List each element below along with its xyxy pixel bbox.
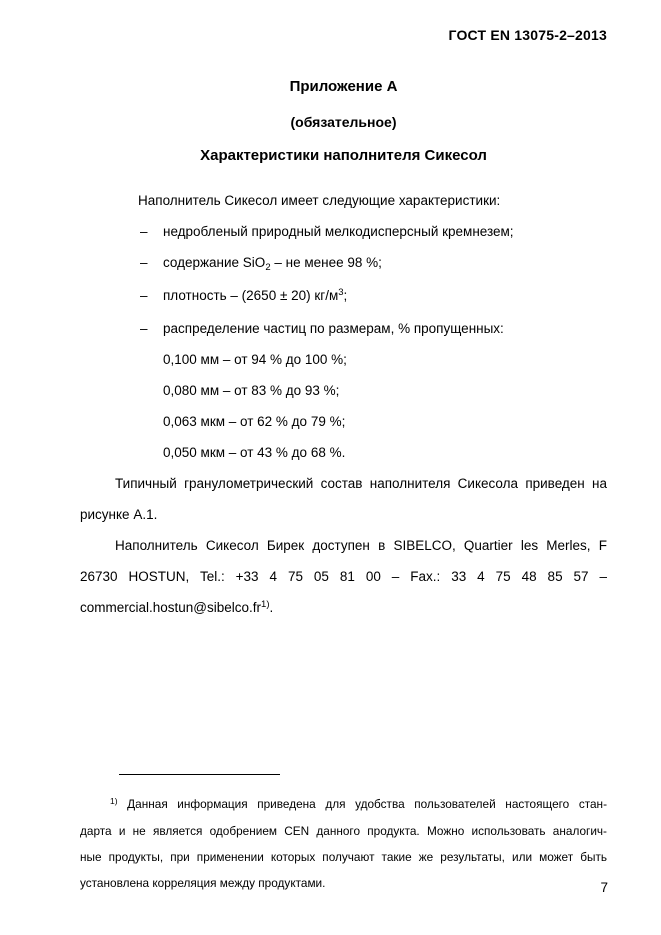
footnote-line: дарта и не является одобрением CEN данного продукта. Можно использовать аналогич- [80,824,607,838]
list-item-text: ; [343,288,348,303]
footnote-line: установлена корреляция между продуктами. [80,876,326,890]
size-distribution-item: 0,080 мм – от 83 % до 93 %; [163,383,340,398]
size-distribution-item: 0,050 мкм – от 43 % до 68 %. [163,445,346,460]
list-item-text: недробленый природный мелкодисперсный кремнезем; [163,224,514,239]
list-dash: – [140,321,148,336]
size-distribution-item: 0,100 мм – от 94 % до 100 %; [163,352,347,367]
list-item [80,216,607,247]
footnote-line: ные продукты, при применении которых получают такие же результаты, или может быть [80,850,607,864]
footnote [80,791,607,896]
list-item-text: плотность – (2650 ± 20) кг/м [163,288,339,303]
list-dash: – [140,255,148,270]
footnote-marker: 1) [110,796,118,806]
footnote-reference: 1) [261,599,270,610]
footnote-rule [119,774,280,775]
paragraph-line [80,592,607,625]
list-dash: – [140,224,148,239]
paragraph-line: 26730 HOSTUN, Tel.: +33 4 75 05 81 00 – Fax.: 33 4 75 48 85 57 – [80,569,607,584]
superscript: 3 [338,287,344,298]
contact-email: commercial.hostun@sibelco.fr [80,600,262,615]
appendix-title: Приложение А [289,78,398,95]
list-item [80,313,607,344]
list-item [80,280,607,313]
appendix-type: (обязательное) [290,114,397,130]
footnote-text: Данная информация приведена для удобства пользователей настоящего стан- [127,797,608,811]
size-distribution-item: 0,063 мкм – от 62 % до 79 %; [163,414,346,429]
list-item [80,247,607,280]
section-heading: Характеристики наполнителя Сикесол [200,147,487,164]
document-header: ГОСТ EN 13075-2–2013 [448,27,607,43]
body-text [80,185,607,625]
list-item-text: – не менее 98 %; [270,255,382,270]
footnote-line [80,791,607,818]
paragraph-line: рисунке А.1. [80,507,158,522]
list-item-text: содержание SiO [163,255,266,270]
paragraph-text: . [269,600,274,615]
subscript: 2 [265,262,271,273]
list-dash: – [140,288,148,303]
paragraph-line: Наполнитель Сикесол Бирек доступен в SIBELCO, Quartier les Merles, F [115,538,607,553]
page-number: 7 [600,880,608,895]
intro-paragraph: Наполнитель Сикесол имеет следующие характеристики: [138,193,501,208]
list-item-text: распределение частиц по размерам, % пропущенных: [163,321,504,336]
paragraph-line: Типичный гранулометрический состав наполнителя Сикесола приведен на [115,476,607,491]
